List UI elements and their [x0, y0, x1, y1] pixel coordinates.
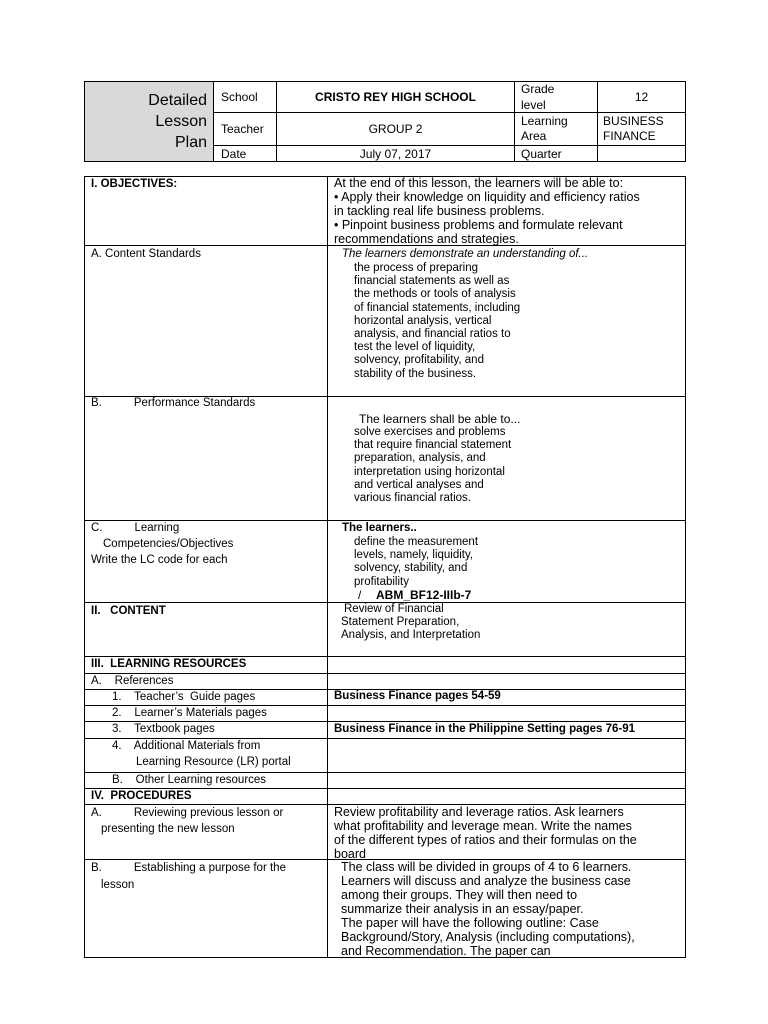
content-standards-line: analysis, and financial ratios to [354, 328, 511, 341]
other-value-cell [327, 772, 686, 789]
competencies-line: define the measurement [354, 536, 479, 548]
content-standards-label-cell [84, 245, 328, 397]
proc-b-line: The class will be divided in groups of 4 to 6 learners. [341, 860, 632, 874]
quarter-value-cell [597, 145, 686, 162]
performance-standards-line: interpretation using horizontal [354, 465, 505, 478]
resource-row-label: 2. Learner’s Materials pages [112, 707, 267, 719]
content-standards-line: the methods or tools of analysis [354, 288, 516, 301]
competencies-line: solvency, stability, and [354, 562, 468, 575]
content-standards-line: horizontal analysis, vertical [354, 314, 492, 327]
performance-standards-label-cell [84, 396, 328, 521]
proc-b-line: and Recommendation. The paper can [341, 944, 551, 958]
proc-b-line: Background/Story, Analysis (including computations), [341, 930, 635, 944]
performance-standards-line: preparation, analysis, and [354, 452, 486, 465]
performance-standards-line: and vertical analyses and [354, 478, 484, 491]
objectives-text [334, 176, 640, 246]
lm-value-cell [327, 705, 686, 722]
resource-row-value: Business Finance pages 54-59 [334, 690, 501, 702]
content-standards-line: stability of the business. [354, 367, 477, 380]
objectives-line: At the end of this lesson, the learners will be able to: [334, 176, 624, 190]
performance-standards-line: that require financial statement [354, 439, 512, 452]
proc-a-line: Review profitability and leverage ratios. Ask learners [334, 805, 624, 819]
references-label: A. References [91, 675, 174, 687]
proc-a-line: of the different types of ratios and their formulas on the [334, 833, 637, 847]
additional-label-line: 4. Additional Materials from [112, 740, 261, 752]
title-line: Lesson [155, 113, 207, 130]
school-value: CRISTO REY HIGH SCHOOL [315, 90, 476, 104]
performance-standards-intro: The learners shall be able to... [359, 412, 521, 426]
proc-b-line: Learners will discuss and analyze the business case [341, 874, 631, 888]
resources-value-cell [327, 656, 686, 674]
competencies-line: profitability [354, 575, 409, 588]
procedures-value-cell [327, 788, 686, 805]
quarter-label: Quarter [521, 147, 562, 161]
proc-a-text [334, 805, 637, 861]
content-standards-line: the process of preparing [354, 262, 479, 274]
resources-label: III. LEARNING RESOURCES [91, 658, 247, 670]
title-line: Plan [174, 134, 207, 151]
proc-b-line: The paper will have the following outline: Case [341, 916, 599, 930]
area-value-line: BUSINESS [603, 114, 664, 128]
lc-code: ABM_BF12-IIIb-7 [376, 588, 472, 602]
proc-a-line: board [334, 847, 366, 861]
performance-standards-text [354, 426, 511, 505]
competencies-line: levels, namely, liquidity, [354, 549, 474, 562]
content-standards-line: financial statements as well as [354, 275, 510, 288]
resource-row-label: 3. Textbook pages [112, 723, 215, 735]
objectives-line: recommendations and strategies. [334, 232, 519, 246]
content-line: Review of Financial [344, 603, 444, 615]
references-value-cell [327, 673, 686, 690]
area-label-line: Area [521, 129, 547, 143]
content-standards-line: solvency, profitability, and [354, 354, 484, 367]
content-label: II. CONTENT [91, 605, 166, 617]
proc-b-line: summarize their analysis in an essay/paper. [341, 902, 584, 916]
performance-standards-line: various financial ratios. [354, 492, 471, 505]
objectives-line: in tackling real life business problems. [334, 204, 545, 218]
proc-b-label-line: lesson [101, 879, 135, 891]
lesson-plan-title [84, 81, 214, 162]
grade-label-line: Grade [521, 82, 555, 96]
area-value-line: FINANCE [603, 129, 656, 143]
objectives-line: • Pinpoint business problems and formulate relevant [334, 218, 623, 232]
proc-b-line: among their groups. They will then need to [341, 888, 578, 902]
additional-value-cell [327, 738, 686, 773]
proc-a-line: what profitability and leverage mean. Write the names [334, 819, 632, 833]
resource-row-value: Business Finance in the Philippine Setting pages 76-91 [334, 723, 635, 735]
proc-b-label-line: B. Establishing a purpose for the [91, 862, 286, 874]
performance-standards-line: solve exercises and problems [354, 426, 506, 438]
lc-code-slash: / [358, 588, 362, 602]
content-standards-intro: The learners demonstrate an understanding of... [342, 248, 589, 260]
competencies-label-line: Competencies/Objectives [103, 538, 234, 550]
additional-label-line: Learning Resource (LR) portal [136, 756, 291, 768]
grade-label-line: level [521, 98, 546, 112]
content-standards-label: A. Content Standards [91, 248, 201, 260]
content-standards-line: test the level of liquidity, [354, 341, 476, 354]
objectives-label: I. OBJECTIVES: [91, 178, 178, 190]
procedures-label: IV. PROCEDURES [91, 790, 192, 802]
competencies-label-line: Write the LC code for each [91, 554, 228, 566]
proc-a-label-line: presenting the new lesson [101, 823, 235, 835]
content-standards-text [354, 262, 520, 381]
grade-value: 12 [634, 90, 649, 104]
proc-a-label-line: A. Reviewing previous lesson or [91, 807, 284, 819]
resource-row-label: 1. Teacher’s Guide pages [112, 691, 256, 703]
proc-b-text [341, 860, 635, 958]
competencies-text [354, 536, 478, 589]
teacher-label: Teacher [221, 122, 264, 136]
objectives-line: • Apply their knowledge on liquidity and efficiency ratios [334, 190, 640, 204]
content-line: Statement Preparation, [341, 616, 460, 629]
competencies-label-line: C. Learning [91, 522, 180, 534]
competencies-intro: The learners.. [342, 522, 417, 534]
title-line: Detailed [148, 92, 207, 109]
teacher-value: GROUP 2 [368, 122, 423, 136]
school-label: School [221, 90, 258, 104]
date-value: July 07, 2017 [359, 147, 432, 161]
content-standards-line: of financial statements, including [354, 301, 521, 314]
content-text [341, 603, 480, 643]
date-label: Date [221, 147, 247, 161]
performance-standards-label: B. Performance Standards [91, 397, 256, 409]
content-line: Analysis, and Interpretation [341, 629, 481, 642]
other-resources-label: B. Other Learning resources [112, 774, 267, 786]
area-label-line: Learning [521, 114, 568, 128]
